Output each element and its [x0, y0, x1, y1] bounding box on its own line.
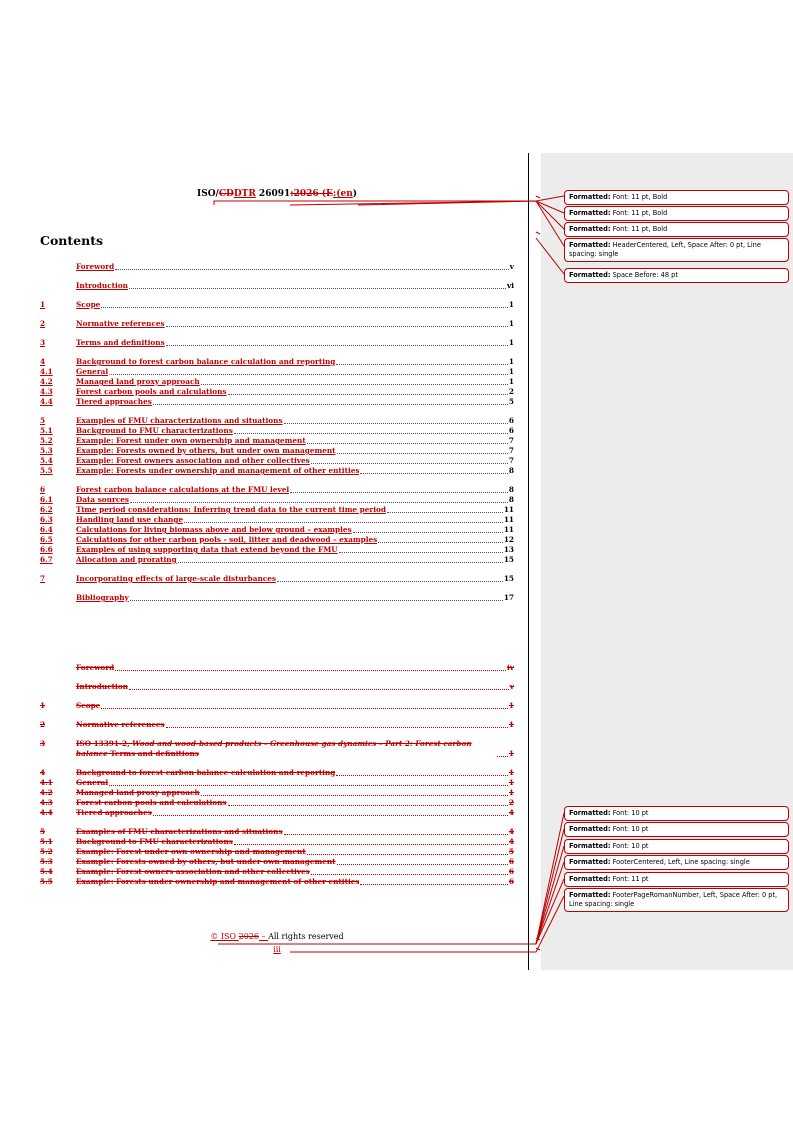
toc-entry-title: Foreword — [76, 262, 115, 271]
toc-entry-page: 7 — [508, 436, 514, 445]
toc-entry[interactable] — [40, 663, 514, 673]
toc-entry-title-plain: ISO 13391-2, — [76, 739, 133, 748]
toc-entry-page: 17 — [503, 593, 514, 602]
toc-entry-page: 11 — [503, 525, 514, 534]
toc-dot-leader — [178, 562, 503, 563]
header-inserted-colon: : — [332, 189, 337, 199]
toc-entry-page: 1 — [508, 749, 514, 758]
toc-entry-number: 5.5 — [40, 466, 53, 475]
toc-entry[interactable] — [40, 300, 514, 310]
toc-entry-title: Managed land proxy approach — [76, 788, 200, 797]
header-inserted-dtr: DTR — [233, 189, 256, 199]
formatting-comment[interactable] — [564, 888, 789, 912]
toc-entry-page: 1 — [508, 778, 514, 787]
toc-entry-title: Forest carbon pools and calculations — [76, 798, 227, 807]
comment-label: Formatted: — [569, 842, 611, 850]
toc-entry-number: 1 — [40, 701, 46, 710]
toc-entry-page: 8 — [508, 495, 514, 504]
toc-dot-leader — [284, 423, 508, 424]
toc-entry-title: Example: Forests owned by others, but under own management — [76, 446, 336, 455]
toc-entry-title: Examples of using supporting data that extend beyond the FMU — [76, 545, 338, 554]
header-deleted-year: :2026 (E — [290, 189, 333, 199]
toc-entry[interactable] — [40, 739, 514, 759]
toc-dot-leader — [311, 463, 508, 464]
toc-dot-leader — [130, 502, 508, 503]
toc-entry-title: Incorporating effects of large-scale disturbances — [76, 574, 276, 583]
formatting-comment[interactable] — [564, 190, 789, 205]
toc-dot-leader — [353, 532, 503, 533]
toc-entry-title: Background to FMU characterizations — [76, 426, 233, 435]
toc-entry-title: Forest carbon pools and calculations — [76, 387, 227, 396]
header-close: ) — [352, 189, 357, 199]
footer-copyright-symbol: © ISO — [210, 932, 239, 941]
comment-label: Formatted: — [569, 825, 611, 833]
footer-deleted-year: 2026 — [238, 932, 259, 941]
toc-entry[interactable] — [40, 788, 514, 798]
toc-dot-leader — [115, 670, 506, 671]
toc-dot-leader — [337, 864, 508, 865]
comment-label: Formatted: — [569, 271, 611, 279]
toc-dot-leader — [337, 453, 508, 454]
toc-entry-page: 2 — [508, 798, 514, 807]
toc-entry[interactable] — [40, 778, 514, 788]
formatting-comment[interactable] — [564, 822, 789, 837]
toc-entry-page: 1 — [508, 300, 514, 309]
toc-dot-leader — [130, 600, 503, 601]
toc-dot-leader — [277, 581, 503, 582]
toc-dot-leader — [307, 443, 508, 444]
formatting-comment[interactable] — [564, 268, 789, 283]
toc-entry-title: Bibliography — [76, 593, 129, 602]
toc-entry-page: 8 — [508, 466, 514, 475]
toc-entry-number: 5.3 — [40, 446, 53, 455]
toc-entry-title: Calculations for other carbon pools - soil, litter and deadwood – examples — [76, 535, 378, 544]
toc-entry-number: 6.2 — [40, 505, 53, 514]
toc-entry-page: 6 — [508, 426, 514, 435]
toc-entry-title: General — [76, 778, 109, 787]
toc-entry-page: 15 — [503, 574, 514, 583]
comment-label: Formatted: — [569, 225, 611, 233]
toc-entry-title: Data sources — [76, 495, 130, 504]
comment-text: Font: 10 pt — [610, 842, 649, 850]
toc-entry[interactable] — [40, 281, 514, 291]
toc-entry[interactable] — [40, 857, 514, 867]
toc-entry-title: Foreword — [76, 663, 115, 672]
toc-entry-page: 11 — [503, 505, 514, 514]
toc-dot-leader — [311, 874, 508, 875]
toc-entry[interactable] — [40, 808, 514, 818]
toc-entry-number: 5.1 — [40, 426, 53, 435]
toc-entry-number: 6.1 — [40, 495, 53, 504]
toc-dot-leader — [234, 844, 508, 845]
toc-entry-number: 3 — [40, 739, 46, 748]
toc-entry[interactable] — [40, 426, 514, 436]
comment-label: Formatted: — [569, 875, 611, 883]
toc-dot-leader — [290, 492, 508, 493]
toc-entry-title: Scope — [76, 300, 101, 309]
toc-entry-title: Scope — [76, 701, 101, 710]
toc-dot-leader — [129, 689, 509, 690]
toc-entry-number: 1 — [40, 300, 46, 309]
toc-entry[interactable] — [40, 798, 514, 808]
toc-entry-page: 6 — [508, 416, 514, 425]
toc-entry-page: 8 — [508, 485, 514, 494]
toc-dot-leader — [101, 307, 508, 308]
toc-dot-leader — [201, 795, 508, 796]
comment-label: Formatted: — [569, 858, 611, 866]
header-prefix: ISO/ — [197, 189, 219, 199]
toc-entry-title: Example: Forests under ownership and management of other entities — [76, 466, 360, 475]
toc-entry[interactable] — [40, 837, 514, 847]
toc-entry[interactable] — [40, 720, 514, 730]
toc-entry-title: Terms and definitions — [76, 338, 165, 347]
toc-entry-page: 1 — [508, 357, 514, 366]
toc-dot-leader — [153, 404, 508, 405]
toc-dot-leader — [228, 394, 508, 395]
toc-dot-leader — [109, 374, 508, 375]
toc-entry-page: 4 — [508, 827, 514, 836]
toc-entry[interactable] — [40, 466, 514, 476]
toc-entry-number: 4.1 — [40, 367, 53, 376]
toc-entry[interactable] — [40, 593, 514, 603]
toc-dot-leader — [360, 473, 507, 474]
toc-entry[interactable] — [40, 574, 514, 584]
toc-entry[interactable] — [40, 338, 514, 348]
toc-entry-page: 1 — [508, 768, 514, 777]
toc-dot-leader — [234, 433, 508, 434]
toc-entry[interactable] — [40, 867, 514, 877]
toc-entry-page: 5 — [508, 847, 514, 856]
toc-entry-title: Tiered approaches — [76, 397, 152, 406]
toc-entry[interactable] — [40, 387, 514, 397]
toc-entry-number: 4.1 — [40, 778, 53, 787]
toc-entry-number: 4.4 — [40, 397, 53, 406]
toc-entry-page: 15 — [503, 555, 514, 564]
toc-entry-number: 4 — [40, 768, 46, 777]
footer-copyright[interactable] — [40, 932, 514, 941]
toc-entry[interactable] — [40, 367, 514, 377]
toc-entry[interactable] — [40, 682, 514, 692]
toc-entry-title-italic: Wood and wood-based products – Greenhouse gas dynamics – Part 2: Forest carbon balance — [76, 739, 472, 758]
toc-entry-page: 6 — [508, 867, 514, 876]
formatting-comment[interactable] — [564, 206, 789, 221]
toc-entry-number: 6.7 — [40, 555, 53, 564]
toc-entry[interactable] — [40, 357, 514, 367]
toc-dot-leader — [339, 552, 503, 553]
toc-entry-number: 5 — [40, 827, 46, 836]
toc-entry-page: 5 — [508, 397, 514, 406]
toc-entry-page: 1 — [508, 367, 514, 376]
header-deleted-cd: CD — [218, 189, 234, 199]
toc-entry-page: 1 — [508, 788, 514, 797]
comment-text: Space Before: 48 pt — [610, 271, 678, 279]
toc-entry[interactable] — [40, 505, 514, 515]
toc-entry-title: Handling land use change — [76, 515, 184, 524]
toc-entry[interactable] — [40, 515, 514, 525]
toc-entry-title: Background to forest carbon balance calculation and reporting — [76, 768, 336, 777]
toc-entry-page: 6 — [508, 877, 514, 886]
comment-text: Font: 11 pt, Bold — [610, 193, 668, 201]
header-number: 26091 — [255, 189, 291, 199]
formatting-comment[interactable] — [564, 872, 789, 887]
toc-entry-page: 7 — [508, 446, 514, 455]
comment-label: Formatted: — [569, 209, 611, 217]
toc-entry-title: Example: Forest owners association and other collectives — [76, 867, 310, 876]
toc-entry-number: 2 — [40, 319, 46, 328]
footer-inserted-dash: – — [259, 932, 269, 941]
toc-dot-leader — [284, 834, 508, 835]
toc-entry-title: Example: Forest under own ownership and management — [76, 436, 306, 445]
page-edge-line — [528, 153, 529, 970]
toc-entry-title: Example: Forests owned by others, but under own management — [76, 857, 336, 866]
toc-entry-title: Introduction — [76, 281, 128, 290]
toc-entry[interactable] — [40, 545, 514, 555]
toc-entry-page: v — [509, 262, 514, 271]
toc-entry-title: Background to forest carbon balance calculation and reporting — [76, 357, 336, 366]
toc-entry-page: vi — [506, 281, 514, 290]
toc-dot-leader — [115, 269, 509, 270]
toc-entry-number: 5.3 — [40, 857, 53, 866]
toc-dot-leader — [101, 708, 508, 709]
toc-entry-title: Normative references — [76, 319, 165, 328]
toc-entry[interactable] — [40, 701, 514, 711]
toc-dot-leader — [109, 785, 508, 786]
toc-entry-number: 5.5 — [40, 877, 53, 886]
toc-entry-number: 5.1 — [40, 837, 53, 846]
toc-entry-page: 11 — [503, 515, 514, 524]
toc-entry-title: Normative references — [76, 720, 165, 729]
comment-text: Font: 11 pt, Bold — [610, 225, 668, 233]
toc-entry[interactable] — [40, 397, 514, 407]
toc-entry[interactable] — [40, 877, 514, 887]
formatting-comment[interactable] — [564, 806, 789, 821]
toc-entry-number: 4.2 — [40, 788, 53, 797]
toc-entry[interactable] — [40, 416, 514, 426]
footer-rights: All rights reserved — [268, 932, 344, 941]
toc-entry-title: Forest carbon balance calculations at the FMU level — [76, 485, 290, 494]
comment-text: Font: 10 pt — [610, 825, 649, 833]
toc-entry-page: 7 — [508, 456, 514, 465]
toc-entry-number: 4 — [40, 357, 46, 366]
toc-entry-title: Example: Forest owners association and other collectives — [76, 456, 310, 465]
formatting-comment[interactable] — [564, 222, 789, 237]
header-lang: (en — [336, 189, 353, 199]
toc-entry-title-tail: Terms and definitions — [107, 749, 199, 758]
toc-entry[interactable] — [40, 555, 514, 565]
toc-entry-number: 6.4 — [40, 525, 53, 534]
toc-entry-page: 4 — [508, 837, 514, 846]
toc-entry-title: Example: Forests under ownership and management of other entities — [76, 877, 360, 886]
formatting-comment[interactable] — [564, 238, 789, 262]
formatting-comment[interactable] — [564, 855, 789, 870]
formatting-comment[interactable] — [564, 839, 789, 854]
toc-dot-leader — [387, 512, 503, 513]
toc-entry-number: 4.4 — [40, 808, 53, 817]
toc-entry-page: 4 — [508, 808, 514, 817]
comment-text: Font: 11 pt, Bold — [610, 209, 668, 217]
comment-text: FooterPageRomanNumber, Left, Space After: 0 pt, Line spacing: single — [569, 891, 778, 908]
toc-dot-leader — [166, 345, 508, 346]
comment-label: Formatted: — [569, 809, 611, 817]
toc-entry-page: 1 — [508, 701, 514, 710]
toc-dot-leader — [378, 542, 503, 543]
toc-dot-leader — [129, 288, 506, 289]
toc-entry[interactable] — [40, 495, 514, 505]
toc-entry-number: 4.3 — [40, 387, 53, 396]
toc-entry[interactable] — [40, 319, 514, 329]
toc-entry-title: Time period considerations: Inferring trend data to the current time period — [76, 505, 386, 514]
toc-entry[interactable] — [40, 768, 514, 778]
toc-entry-title: General — [76, 367, 109, 376]
document-header[interactable] — [40, 189, 514, 203]
toc-entry-page: 1 — [508, 720, 514, 729]
toc-entry-page: 6 — [508, 857, 514, 866]
toc-entry-title: Allocation and prorating — [76, 555, 177, 564]
toc-entry-title: Introduction — [76, 682, 128, 691]
toc-dot-leader — [497, 756, 508, 757]
toc-entry-page: 1 — [508, 338, 514, 347]
toc-entry-number: 4.2 — [40, 377, 53, 386]
toc-dot-leader — [166, 326, 508, 327]
toc-entry-title: Calculations for living biomass above and below ground – examples — [76, 525, 352, 534]
toc-entry-number: 5.4 — [40, 867, 53, 876]
toc-entry-number: 6.5 — [40, 535, 53, 544]
toc-entry-title: Tiered approaches — [76, 808, 152, 817]
toc-dot-leader — [153, 815, 508, 816]
comment-label: Formatted: — [569, 891, 611, 899]
toc-dot-leader — [336, 364, 508, 365]
toc-entry-title: Examples of FMU characterizations and situations — [76, 827, 283, 836]
comment-label: Formatted: — [569, 241, 611, 249]
toc-entry[interactable] — [40, 847, 514, 857]
toc-entry-number: 5.4 — [40, 456, 53, 465]
toc-dot-leader — [336, 775, 508, 776]
toc-entry[interactable] — [40, 827, 514, 837]
toc-entry[interactable] — [40, 446, 514, 456]
comment-text: Font: 11 pt — [610, 875, 649, 883]
toc-entry-title — [76, 739, 496, 759]
comment-text: FooterCentered, Left, Line spacing: single — [610, 858, 750, 866]
toc-entry-number: 3 — [40, 338, 46, 347]
toc-entry-page: 1 — [508, 377, 514, 386]
toc-entry-page: 12 — [503, 535, 514, 544]
toc-entry-title: Example: Forest under own ownership and management — [76, 847, 306, 856]
comment-text: Font: 10 pt — [610, 809, 649, 817]
contents-heading: Contents — [40, 233, 104, 248]
footer-page-number: iii — [273, 945, 281, 954]
toc-entry-page: iv — [506, 663, 514, 672]
comment-text: HeaderCentered, Left, Space After: 0 pt, Line spacing: single — [569, 241, 761, 258]
comment-label: Formatted: — [569, 193, 611, 201]
toc-dot-leader — [166, 727, 508, 728]
toc-entry[interactable] — [40, 262, 514, 272]
toc-entry-number: 5 — [40, 416, 46, 425]
toc-entry[interactable] — [40, 436, 514, 446]
toc-dot-leader — [228, 805, 508, 806]
toc-entry-title: Background to FMU characterizations — [76, 837, 233, 846]
toc-entry-page: 1 — [508, 319, 514, 328]
toc-entry-number: 6.6 — [40, 545, 53, 554]
toc-entry-number: 5.2 — [40, 436, 53, 445]
toc-entry[interactable] — [40, 485, 514, 495]
toc-entry-number: 6 — [40, 485, 46, 494]
toc-entry[interactable] — [40, 525, 514, 535]
toc-entry-number: 2 — [40, 720, 46, 729]
toc-entry-title: Managed land proxy approach — [76, 377, 200, 386]
toc-entry-page: v — [509, 682, 514, 691]
toc-dot-leader — [360, 884, 507, 885]
toc-entry-number: 4.3 — [40, 798, 53, 807]
toc-entry-page: 13 — [503, 545, 514, 554]
toc-entry-number: 5.2 — [40, 847, 53, 856]
toc-dot-leader — [201, 384, 508, 385]
toc-entry-page: 2 — [508, 387, 514, 396]
toc-entry[interactable] — [40, 377, 514, 387]
toc-entry-title: Examples of FMU characterizations and situations — [76, 416, 283, 425]
toc-dot-leader — [307, 854, 508, 855]
toc-entry-number: 6.3 — [40, 515, 53, 524]
toc-dot-leader — [184, 522, 503, 523]
toc-entry[interactable] — [40, 535, 514, 545]
toc-entry-number: 7 — [40, 574, 46, 583]
toc-entry[interactable] — [40, 456, 514, 466]
